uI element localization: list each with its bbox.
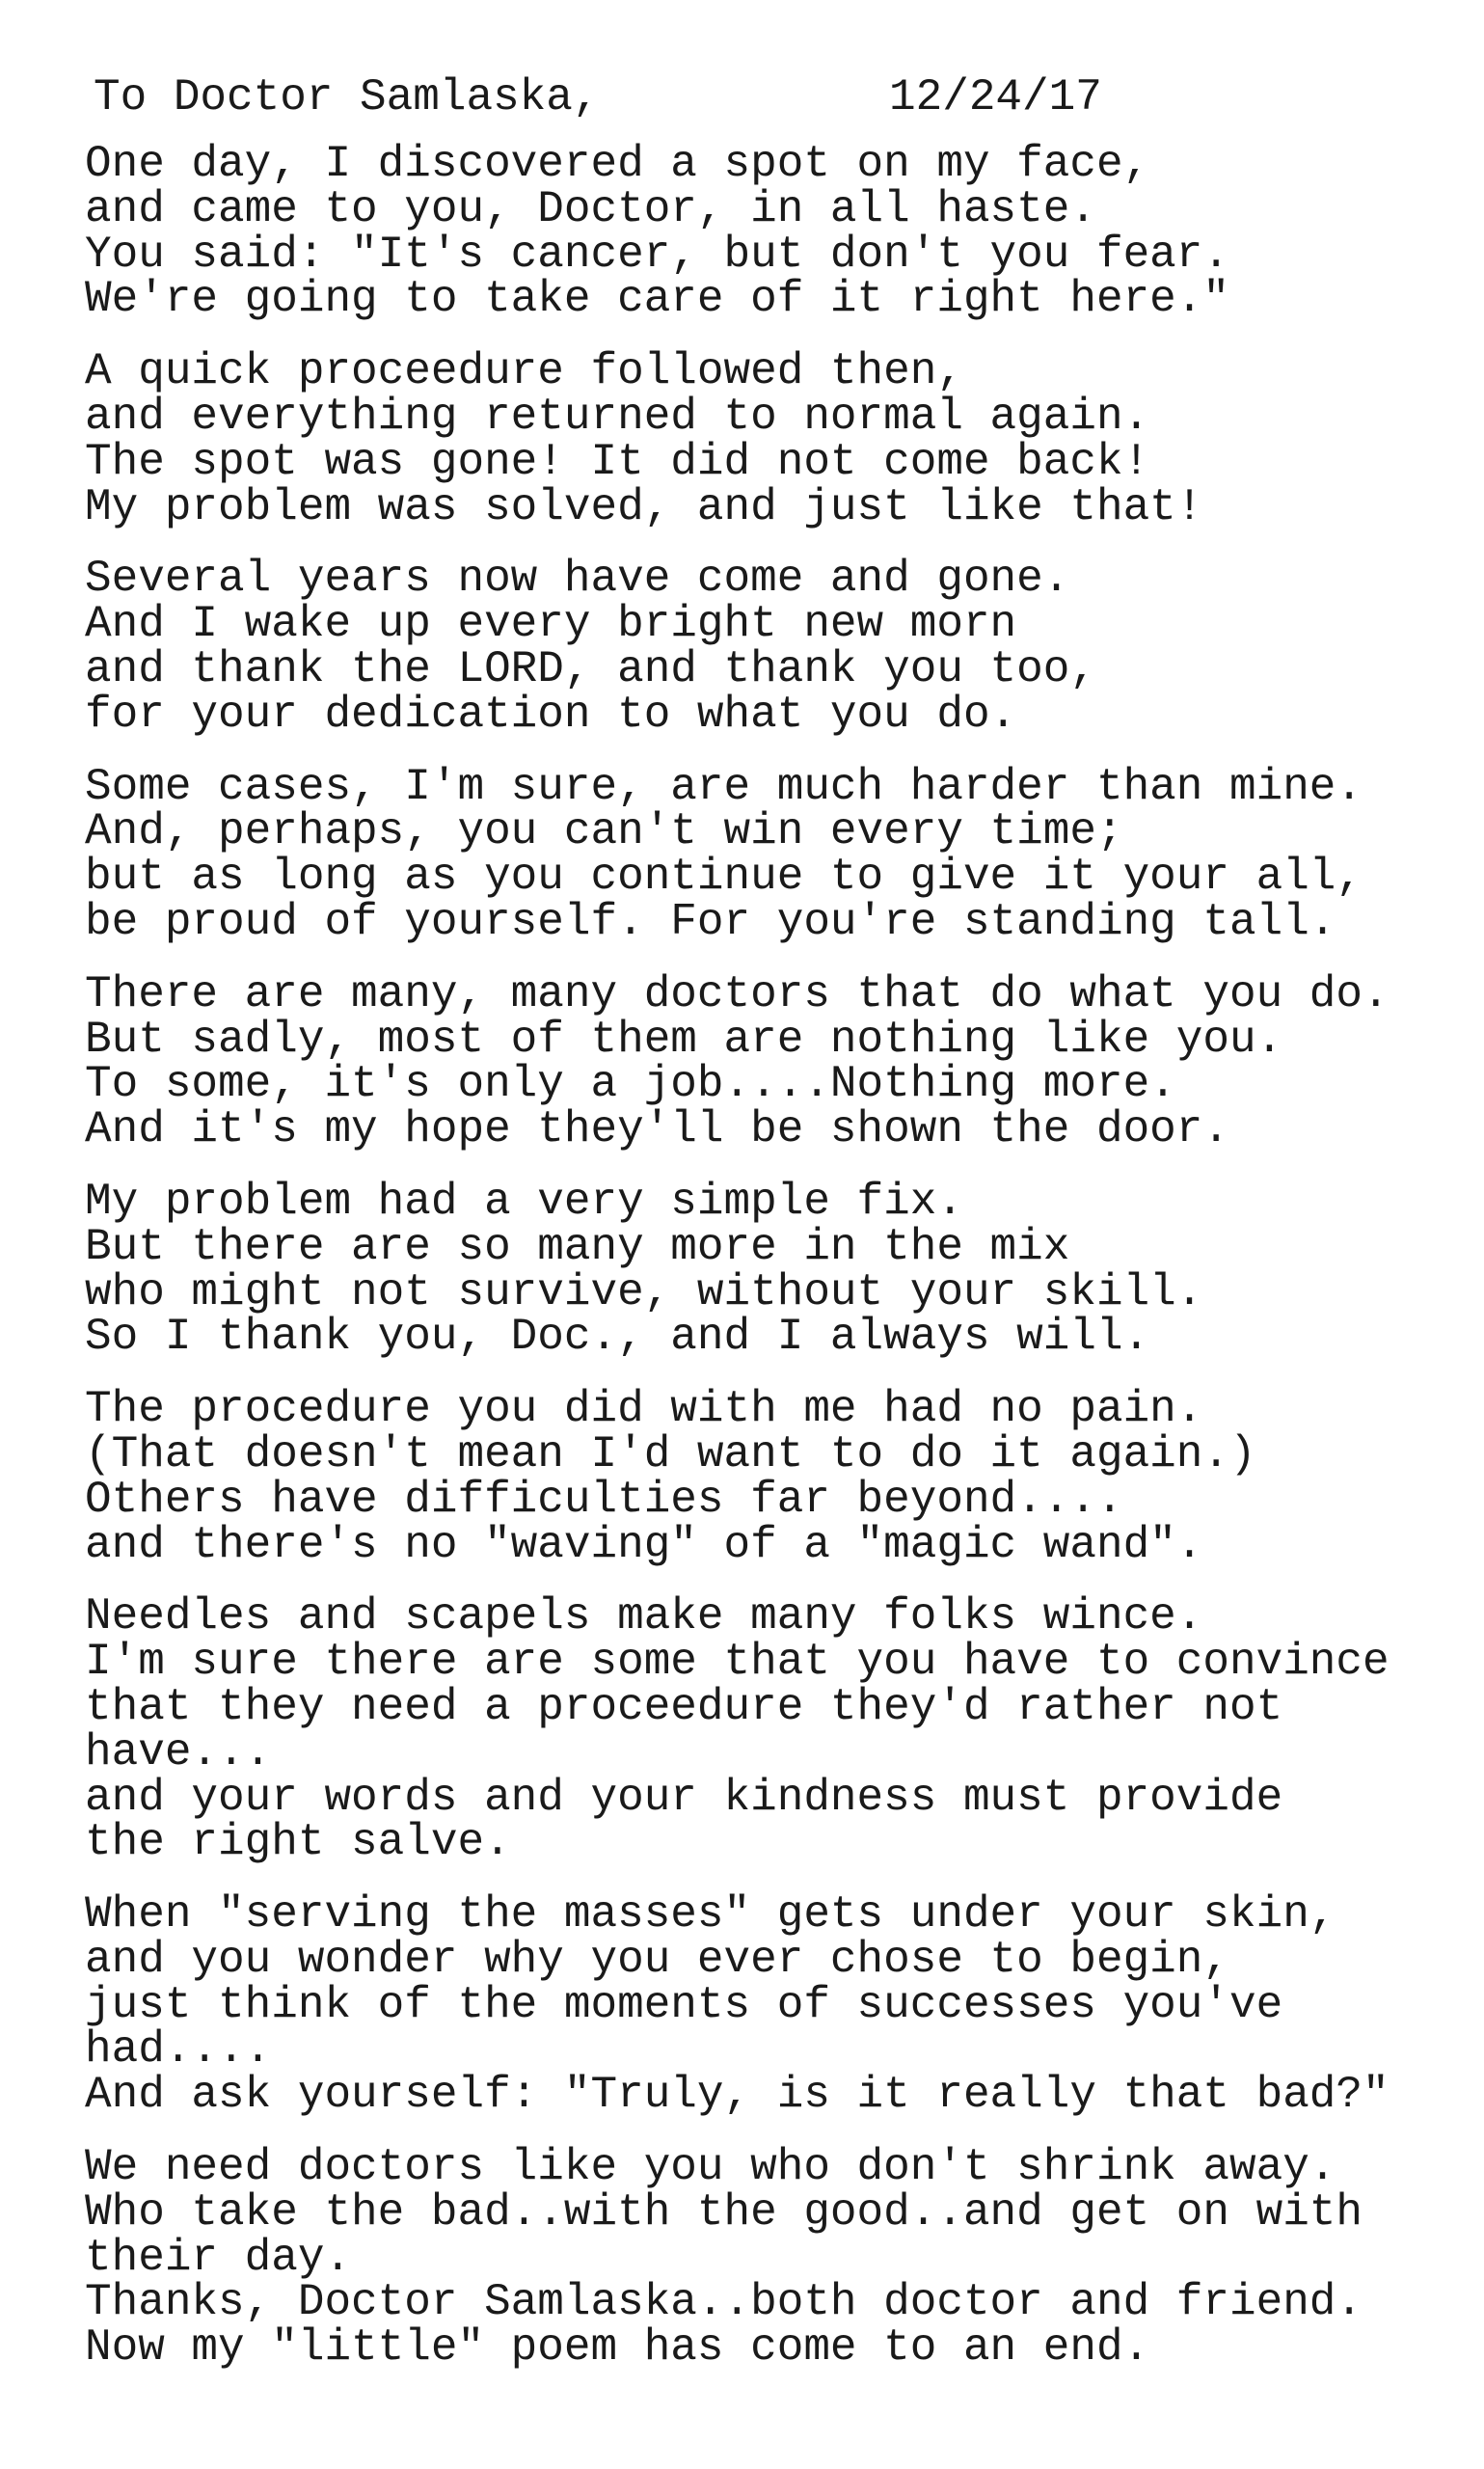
poem-line: and there's no "waving" of a "magic wand". xyxy=(85,1519,1203,1570)
poem-line: And ask yourself: "Truly, is it really that bad?" xyxy=(85,2070,1390,2121)
stanza xyxy=(85,1591,1473,1868)
poem-line: and came to you, Doctor, in all haste. xyxy=(85,183,1096,234)
poem-line: My problem had a very simple fix. xyxy=(85,1176,963,1227)
stanza xyxy=(85,761,1473,947)
poem-line: and you wonder why you ever chose to begin, xyxy=(85,1934,1229,1985)
poem-line: but as long as you continue to give it your all, xyxy=(85,852,1363,903)
poem-line: I'm sure there are some that you have to convince xyxy=(85,1637,1390,1688)
poem-line: Thanks, Doctor Samlaska..both doctor and friend. xyxy=(85,2277,1363,2328)
stanza xyxy=(85,346,1473,532)
poem-line: Now my "little" poem has come to an end. xyxy=(85,2322,1150,2374)
greeting: To Doctor Samlaska, xyxy=(94,72,600,122)
poem-line: and everything returned to normal again. xyxy=(85,391,1150,442)
poem-line: A quick proceedure followed then, xyxy=(85,346,963,397)
poem-line: for your dedication to what you do. xyxy=(85,689,1017,740)
poem-line: just think of the moments of successes you've xyxy=(85,1979,1283,2030)
poem-line: But sadly, most of them are nothing like you. xyxy=(85,1014,1283,1065)
poem-line: that they need a proceedure they'd rather not xyxy=(85,1681,1283,1732)
poem-line: had.... xyxy=(85,2024,272,2076)
poem-line: One day, I discovered a spot on my face, xyxy=(85,139,1150,189)
poem-line: and thank the LORD, and thank you too, xyxy=(85,643,1096,694)
letter-header xyxy=(94,72,1444,122)
poem-line: who might not survive, without your skill. xyxy=(85,1266,1203,1317)
poem-line: When "serving the masses" gets under your skin, xyxy=(85,1889,1336,1940)
poem-line: have... xyxy=(85,1726,272,1777)
poem-line: And, perhaps, you can't win every time; xyxy=(85,806,1123,857)
poem-line: Others have difficulties far beyond.... xyxy=(85,1474,1123,1525)
poem-line: be proud of yourself. For you're standing tall. xyxy=(85,896,1336,947)
poem-line: To some, it's only a job....Nothing more. xyxy=(85,1059,1176,1110)
stanza xyxy=(85,2142,1473,2374)
poem-line: The procedure you did with me had no pain. xyxy=(85,1384,1203,1435)
stanza xyxy=(85,139,1473,325)
poem-line: their day. xyxy=(85,2232,352,2283)
stanza xyxy=(85,1176,1473,1363)
poem-line: The spot was gone! It did not come back! xyxy=(85,436,1150,487)
poem-line: Who take the bad..with the good..and get on with xyxy=(85,2186,1363,2238)
stanza xyxy=(85,1889,1473,2121)
poem-line: Some cases, I'm sure, are much harder than mine. xyxy=(85,761,1363,812)
poem-line: Several years now have come and gone. xyxy=(85,554,1070,605)
poem-line: and your words and your kindness must provide xyxy=(85,1772,1283,1823)
stanza xyxy=(85,968,1473,1155)
poem-line: You said: "It's cancer, but don't you fear. xyxy=(85,229,1229,280)
stanza xyxy=(85,554,1473,740)
letter-date: 12/24/17 xyxy=(889,72,1102,122)
poem-line: My problem was solved, and just like that! xyxy=(85,481,1203,532)
stanza xyxy=(85,1384,1473,1570)
poem-line: We're going to take care of it right here." xyxy=(85,274,1229,325)
poem-line: And it's my hope they'll be shown the door. xyxy=(85,1104,1229,1155)
poem-line: So I thank you, Doc., and I always will. xyxy=(85,1312,1150,1363)
poem-line: (That doesn't mean I'd want to do it again.) xyxy=(85,1428,1256,1479)
poem-line: There are many, many doctors that do what you do. xyxy=(85,968,1390,1019)
poem-line: We need doctors like you who don't shrink away. xyxy=(85,2142,1336,2193)
poem-line: Needles and scapels make many folks wince. xyxy=(85,1591,1203,1642)
poem-body xyxy=(85,139,1473,2398)
poem-line: And I wake up every bright new morn xyxy=(85,599,1017,650)
poem-line: But there are so many more in the mix xyxy=(85,1221,1070,1272)
poem-line: the right salve. xyxy=(85,1817,511,1868)
